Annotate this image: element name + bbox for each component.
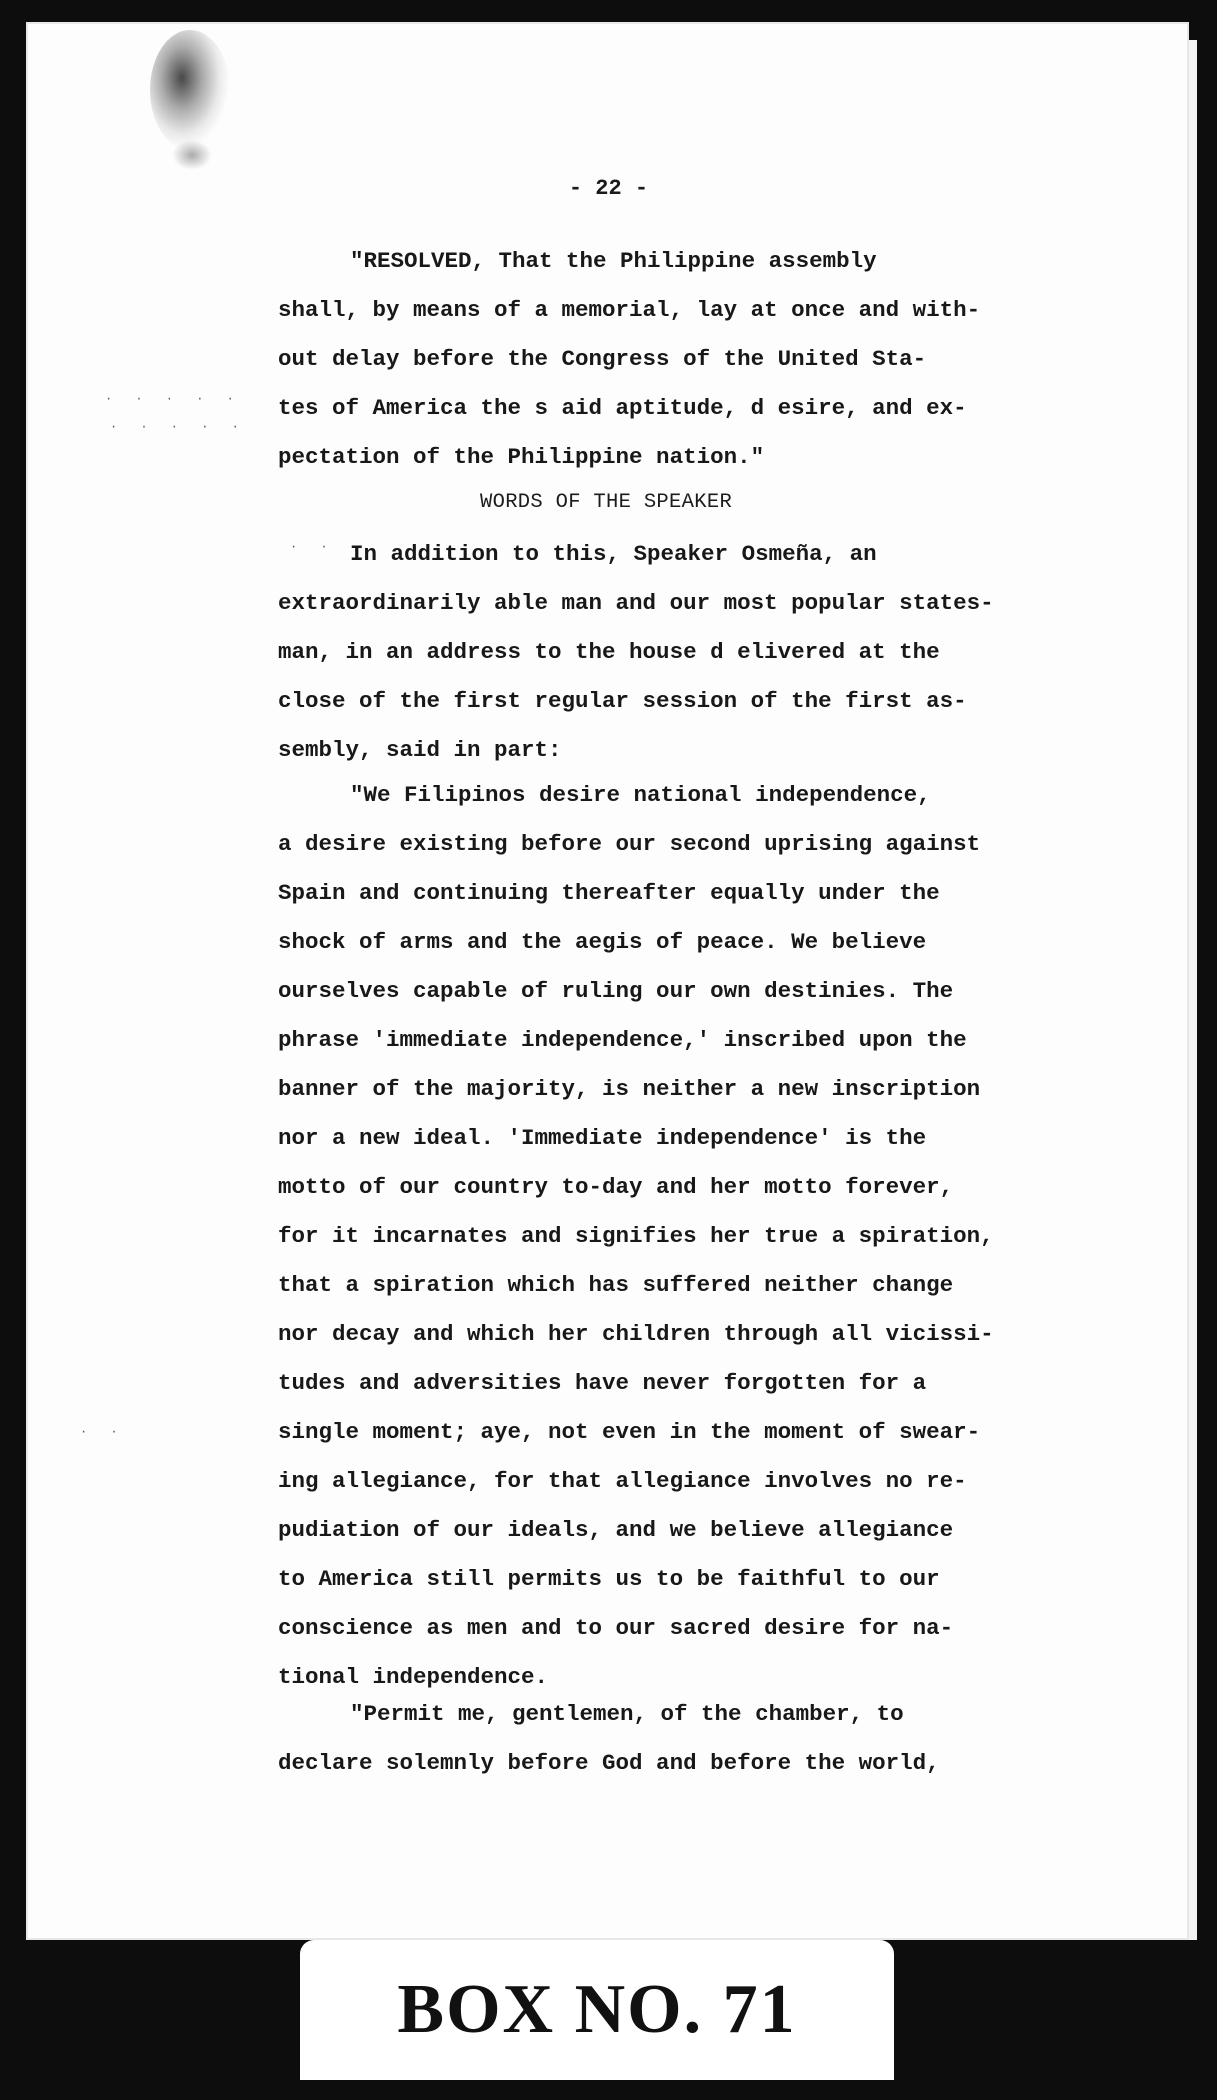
text-line: declare solemnly before God and before the world, [278,1750,940,1776]
text-line: pectation of the Philippine nation." [278,444,765,470]
text-line: man, in an address to the house d elivered at the [278,639,940,665]
box-number-label: BOX NO. 71 [300,1940,894,2080]
text-line: a desire existing before our second uprising against [278,831,981,857]
text-line: for it incarnates and signifies her true a spiration, [278,1223,994,1249]
text-line: "RESOLVED, That the Philippine assembly [350,248,877,274]
text-line: In addition to this, Speaker Osmeña, an [350,541,877,567]
page-edge [1189,40,1197,1940]
page-number: - 22 - [568,176,649,201]
text-line: tional independence. [278,1664,549,1690]
ink-smudge [150,30,230,150]
text-line: ourselves capable of ruling our own destinies. The [278,978,954,1004]
text-line: that a spiration which has suffered neither change [278,1272,954,1298]
speck-marks: · · [290,540,336,554]
text-line: to America still permits us to be faithful to our [278,1566,940,1592]
speck-marks: · · · · · [105,392,242,406]
text-line: tudes and adversities have never forgotten for a [278,1370,927,1396]
text-line: conscience as men and to our sacred desire for na- [278,1615,954,1641]
speck-marks: · · [80,1425,126,1439]
resolution-paragraph [278,237,1058,482]
speaker-intro-paragraph [278,530,1058,775]
text-line: "We Filipinos desire national independence, [350,782,931,808]
text-line: tes of America the s aid aptitude, d esire, and ex- [278,395,967,421]
text-line: ing allegiance, for that allegiance involves no re- [278,1468,967,1494]
text-line: banner of the majority, is neither a new inscription [278,1076,981,1102]
ink-smudge-small [172,140,212,170]
text-line: "Permit me, gentlemen, of the chamber, to [350,1701,904,1727]
text-line: motto of our country to-day and her motto forever, [278,1174,954,1200]
text-line: phrase 'immediate independence,' inscribed upon the [278,1027,967,1053]
text-line: pudiation of our ideals, and we believe allegiance [278,1517,954,1543]
speck-marks: · · · · · [110,420,247,434]
quote-paragraph-1 [278,771,1058,1702]
text-line: extraordinarily able man and our most popular states- [278,590,994,616]
text-line: single moment; aye, not even in the moment of swear- [278,1419,981,1445]
text-line: close of the first regular session of the first as- [278,688,967,714]
text-line: sembly, said in part: [278,737,562,763]
text-line: shock of arms and the aegis of peace. We believe [278,929,927,955]
text-line: out delay before the Congress of the United Sta- [278,346,927,372]
text-line: nor decay and which her children through all vicissi- [278,1321,994,1347]
quote-paragraph-2 [278,1690,1058,1788]
text-line: shall, by means of a memorial, lay at once and with- [278,297,981,323]
text-line: nor a new ideal. 'Immediate independence' is the [278,1125,927,1151]
section-heading: WORDS OF THE SPEAKER [480,491,733,514]
text-line: Spain and continuing thereafter equally under the [278,880,940,906]
